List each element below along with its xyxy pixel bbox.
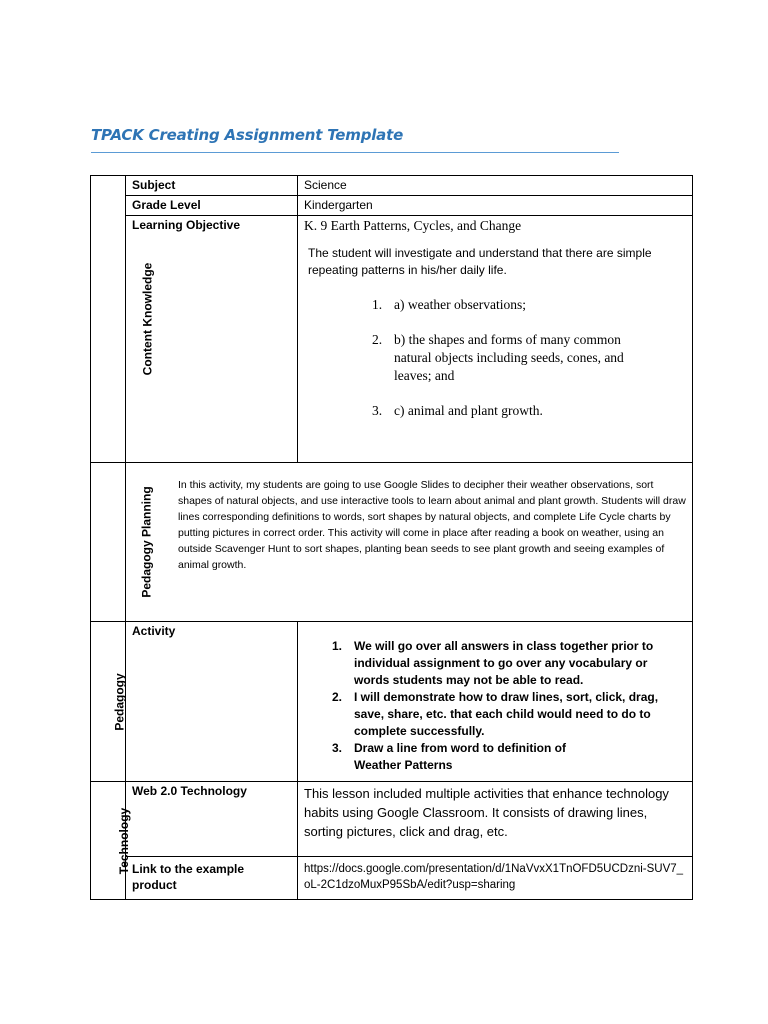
planning-cell — [126, 463, 693, 622]
subject-value: Science — [298, 176, 693, 196]
planning-row — [91, 463, 693, 622]
section-label: Content Knowledge — [140, 262, 155, 376]
objective-intro: The student will investigate and understand that there are simple repeating patterns in his/her daily life. — [308, 246, 652, 277]
web20-value: This lesson included multiple activities that enhance technology habits using Google Classroom. It consists of drawing lines, sorting pictures, click and drag, etc. — [298, 782, 693, 857]
link-row — [91, 857, 693, 900]
list-item: 2. b) the shapes and forms of many common natural objects including seeds, cones, and leaves; and — [372, 332, 624, 383]
tpack-table — [90, 175, 693, 900]
activity-cell — [298, 622, 693, 782]
objective-label: Learning Objective — [126, 216, 298, 463]
list-item: 2. I will demonstrate how to draw lines, sort, click, drag, save, share, etc. that each child would need to do to complete successfully. — [332, 690, 659, 738]
grade-row — [91, 196, 693, 216]
section-pedagogy-planning — [91, 463, 154, 622]
subject-row — [91, 176, 693, 196]
list-item: 3. c) animal and plant growth. — [372, 403, 543, 418]
example-product-link[interactable]: https://docs.google.com/presentation/d/1NaVvxX1TnOFD5UCDzni-SUV7_oL-2C1dzoMuxP95SbA/edit?usp=sharing — [298, 857, 693, 900]
web20-label: Web 2.0 Technology — [126, 782, 298, 857]
web20-row — [91, 782, 693, 857]
grade-label: Grade Level — [126, 196, 298, 216]
section-label: Technology — [117, 807, 132, 874]
planning-text: In this activity, my students are going to use Google Slides to decipher their weather observations, sort shapes of natural objects, and use interactive tools to learn about animal and plant growth. Students will draw lines corresponding definitions to words, sort shapes by natural objects, and complete Life Cycle charts by putting pictures in correct order. This activity will come in place after reading a book on weather, using an outside Scavenger Hunt to sort shapes, planting bean seeds to see plant growth and seeing examples of animal growth. — [178, 479, 686, 571]
list-item: 1. We will go over all answers in class together prior to individual assignment to go over any vocabulary or words students may not be able to read. — [332, 639, 654, 687]
objective-standard: K. 9 Earth Patterns, Cycles, and Change — [304, 218, 522, 233]
section-technology — [91, 782, 132, 900]
section-pedagogy — [91, 622, 126, 782]
list-item: 1. a) weather observations; — [372, 297, 526, 312]
activity-row — [91, 622, 693, 782]
list-item: 3. Draw a line from word to definition of Weather Patterns — [332, 741, 566, 772]
link-label: Link to the example product — [126, 857, 298, 900]
title-divider — [91, 152, 619, 153]
page-title: TPACK Creating Assignment Template — [91, 126, 404, 144]
section-label: Pedagogy Planning — [139, 486, 154, 598]
objective-list — [304, 296, 686, 420]
subject-label: Subject — [126, 176, 298, 196]
grade-value: Kindergarten — [298, 196, 693, 216]
activity-list — [304, 638, 686, 774]
section-label: Pedagogy — [112, 672, 127, 731]
objective-row — [91, 216, 693, 463]
objective-cell — [298, 216, 693, 463]
activity-label: Activity — [126, 622, 298, 782]
